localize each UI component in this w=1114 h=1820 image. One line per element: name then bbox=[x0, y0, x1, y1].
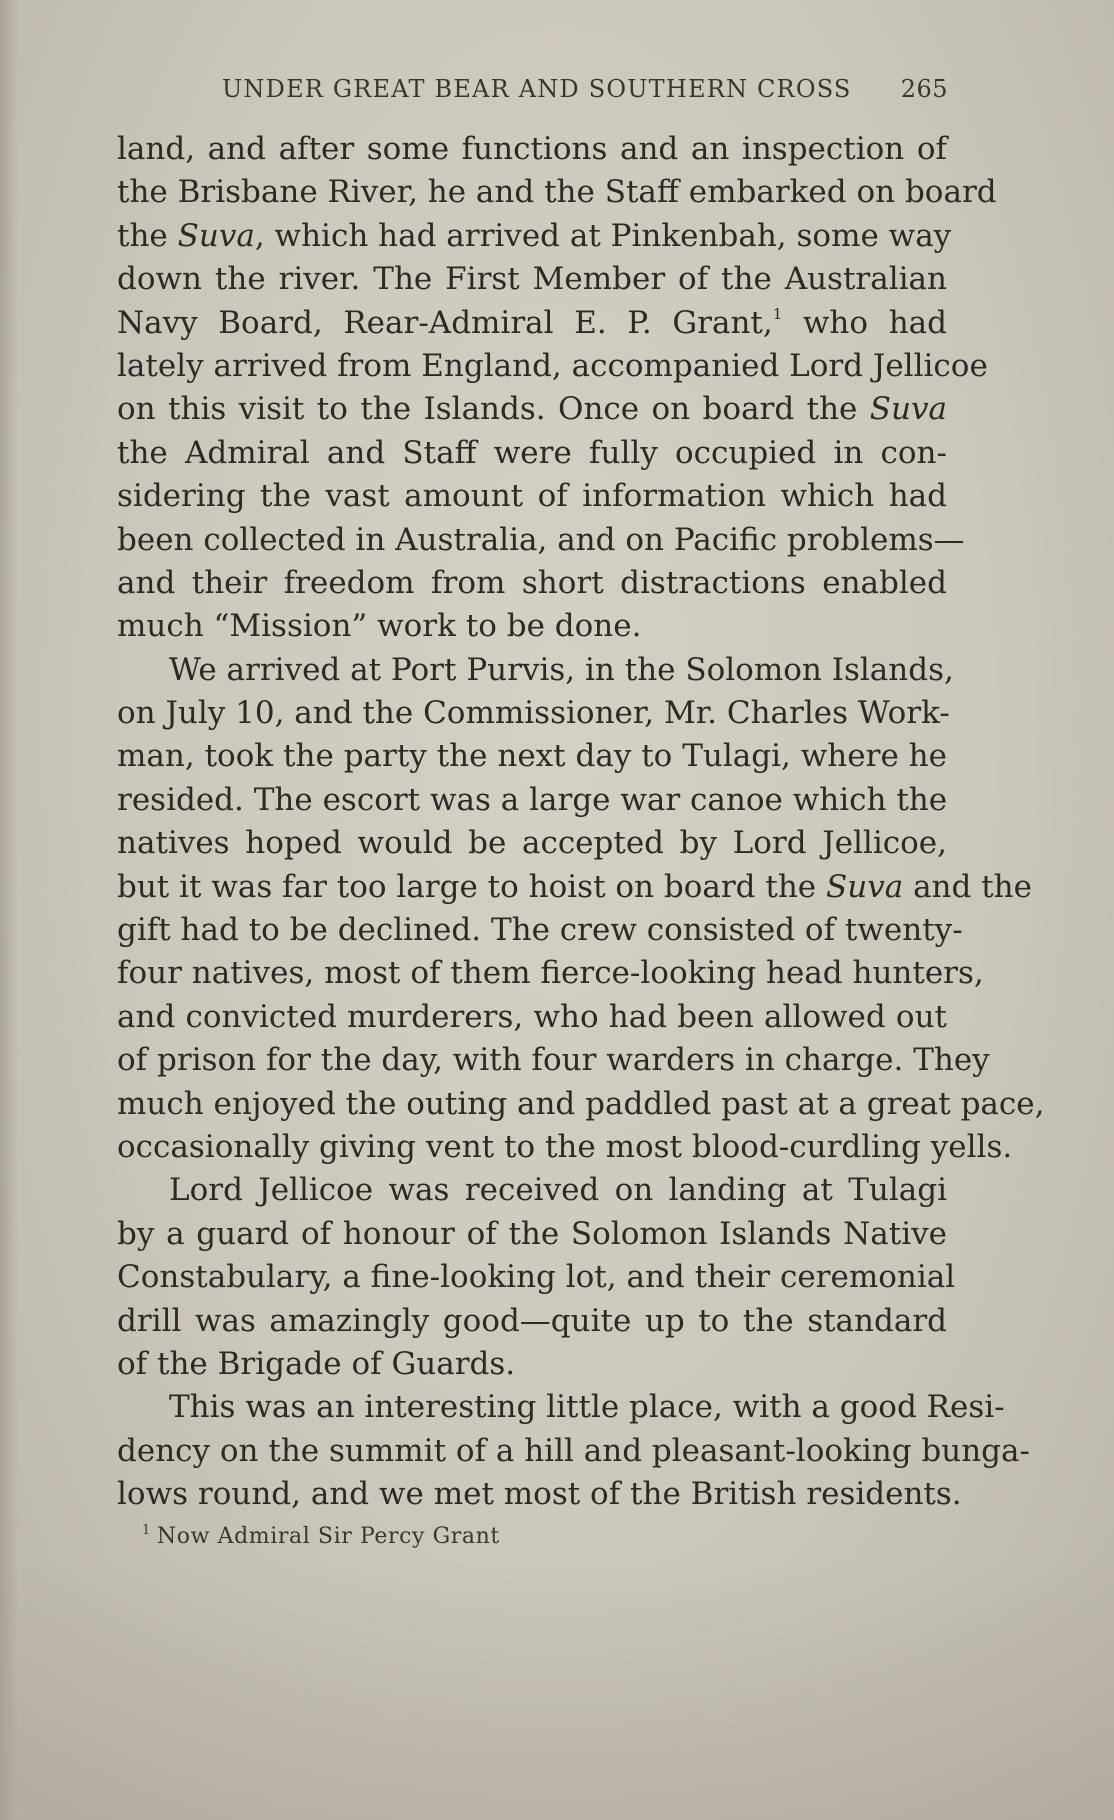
text-line: resided. The escort was a large war canoe which the bbox=[117, 781, 948, 818]
body-text bbox=[117, 128, 1045, 1517]
text-line: of prison for the day, with four warders in charge. They bbox=[117, 1042, 990, 1079]
text-line: This was an interesting little place, with a good Resi- bbox=[169, 1389, 1005, 1426]
text-line: lows round, and we met most of the British residents. bbox=[117, 1476, 962, 1513]
text-line: been collected in Australia, and on Pacific problems— bbox=[117, 521, 965, 558]
text-line: on July 10, and the Commissioner, Mr. Charles Work- bbox=[117, 695, 950, 732]
text-line: much enjoyed the outing and paddled past at a great pace, bbox=[117, 1085, 1045, 1122]
text-line: the Suva, which had arrived at Pinkenbah, some way bbox=[117, 217, 952, 254]
text-line: lately arrived from England, accompanied Lord Jellicoe bbox=[117, 347, 988, 384]
text-line: four natives, most of them fierce-looking head hunters, bbox=[117, 955, 984, 992]
page-number: 265 bbox=[900, 75, 948, 103]
text-line: land, and after some functions and an inspection of bbox=[117, 131, 947, 167]
text-line: by a guard of honour of the Solomon Islands Native bbox=[117, 1215, 947, 1252]
ship-name: Suva bbox=[869, 391, 947, 428]
footnote-ref: 1 bbox=[772, 304, 783, 323]
footnote-marker: 1 bbox=[142, 1523, 151, 1538]
text-line: the Admiral and Staff were fully occupied in con- bbox=[117, 434, 947, 471]
text-line: Lord Jellicoe was received on landing at Tulagi bbox=[169, 1172, 947, 1209]
text-line: We arrived at Port Purvis, in the Solomon Islands, bbox=[169, 651, 954, 688]
text-line: gift had to be declined. The crew consisted of twenty- bbox=[117, 912, 963, 949]
ship-name: Suva bbox=[177, 217, 255, 254]
text-line: Navy Board, Rear-Admiral E. P. Grant,$^1$ who had bbox=[117, 304, 947, 341]
text-line: of the Brigade of Guards. bbox=[117, 1345, 516, 1382]
text-line: and their freedom from short distractions enabled bbox=[117, 564, 947, 601]
footnote bbox=[142, 1524, 500, 1549]
text-line: and convicted murderers, who had been allowed out bbox=[117, 998, 947, 1035]
text-line: down the river. The First Member of the Australian bbox=[117, 261, 947, 298]
text-line: on this visit to the Islands. Once on board the Suva bbox=[117, 391, 947, 428]
text-line: occasionally giving vent to the most blood-curdling yells. bbox=[117, 1128, 1013, 1165]
text-line: man, took the party the next day to Tulagi, where he bbox=[117, 738, 947, 775]
text-line: sidering the vast amount of information which had bbox=[117, 478, 947, 515]
text-line: much “Mission” work to be done. bbox=[117, 608, 642, 645]
text-line: the Brisbane River, he and the Staff embarked on board bbox=[117, 174, 997, 211]
text-line: dency on the summit of a hill and pleasant-looking bunga- bbox=[117, 1432, 1030, 1469]
footnote-text: Now Admiral Sir Percy Grant bbox=[156, 1524, 500, 1549]
text-line: natives hoped would be accepted by Lord Jellicoe, bbox=[117, 825, 947, 862]
ship-name: Suva bbox=[826, 868, 904, 905]
running-header bbox=[222, 75, 948, 109]
text-line: but it was far too large to hoist on board the Suva and the bbox=[117, 868, 1032, 905]
text-line: drill was amazingly good—quite up to the standard bbox=[117, 1302, 947, 1339]
text-line: Constabulary, a fine-looking lot, and their ceremonial bbox=[117, 1259, 956, 1296]
running-title: UNDER GREAT BEAR AND SOUTHERN CROSS bbox=[222, 75, 852, 103]
